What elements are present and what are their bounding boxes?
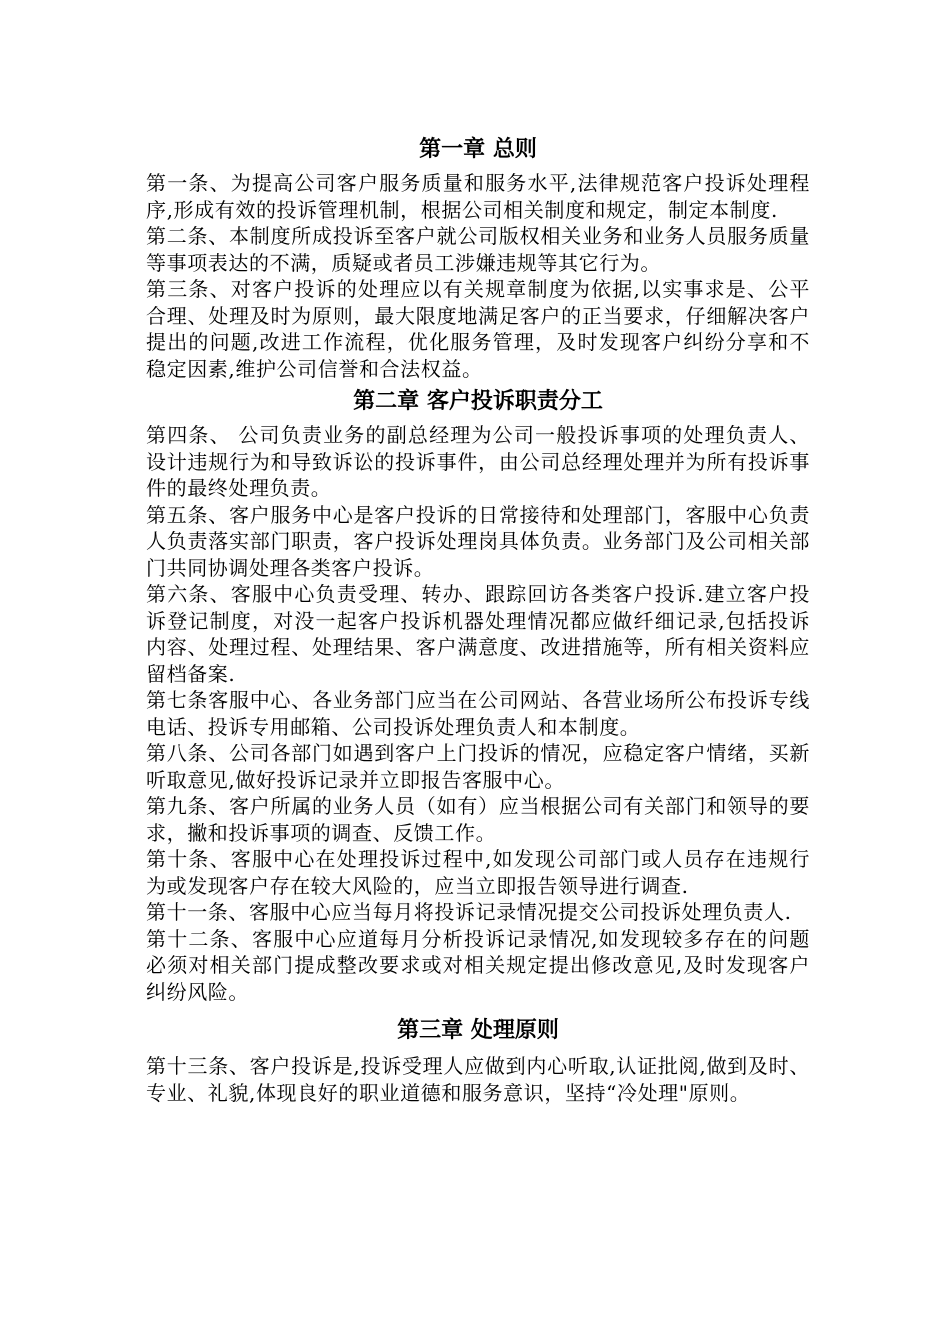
chapter-1-title: 第一章 总则	[419, 137, 537, 162]
article-5: 第五条、客户服务中心是客户投诉的日常接待和处理部门，客服中心负责人负责落实部门职责，客户投诉处理岗具体负责。业务部门及公司相关部门共同协调处理各类客户投诉。	[146, 502, 810, 580]
chapter-3-title: 第三章 处理原则	[397, 1018, 559, 1043]
article-12: 第十二条、客服中心应道每月分析投诉记录情况,如发现较多存在的问题必须对相关部门提成整改要求或对相关规定提出修改意见,及时发现客户纠纷风险。	[146, 926, 810, 1004]
article-9: 第九条、客户所属的业务人员（如有）应当根据公司有关部门和领导的要求，撇和投诉事项的调查、反馈工作。	[146, 794, 810, 845]
article-1: 第一条、为提高公司客户服务质量和服务水平,法律规范客户投诉处理程序,形成有效的投诉管理机制，根据公司相关制度和规定，制定本制度.	[146, 171, 810, 222]
article-4: 第四条、 公司负责业务的副总经理为公司一般投诉事项的处理负责人、设计违规行为和导致诉讼的投诉事件，由公司总经理处理并为所有投诉事件的最终处理负责。	[146, 423, 810, 500]
article-7: 第七条客服中心、各业务部门应当在公司网站、各营业场所公布投诉专线电话、投诉专用邮箱、公司投诉处理负责人和本制度。	[146, 688, 810, 739]
chapter-2-title: 第二章 客户投诉职责分工	[353, 389, 603, 414]
article-6: 第六条、客服中心负责受理、转办、跟踪回访各类客户投诉.建立客户投诉登记制度，对没一起客户投诉机器处理情况都应做纤细记录,包括投诉内容、处理过程、处理结果、客户满意度、改进措施等，所有相关资料应留档备案.	[146, 582, 810, 686]
article-3: 第三条、对客户投诉的处理应以有关规章制度为依据,以实事求是、公平合理、处理及时为原则，最大限度地满足客户的正当要求，仔细解决客户提出的问题,改进工作流程，优化服务管理，及时发现客户纠纷分享和不稳定因素,维护公司信誉和合法权益。	[146, 277, 810, 381]
document-page	[146, 132, 810, 1106]
article-10: 第十条、客服中心在处理投诉过程中,如发现公司部门或人员存在违规行为或发现客户存在较大风险的，应当立即报告领导进行调查.	[146, 847, 810, 898]
article-11: 第十一条、客服中心应当每月将投诉记录情况提交公司投诉处理负责人.	[146, 900, 792, 924]
article-2: 第二条、本制度所成投诉至客户就公司版权相关业务和业务人员服务质量等事项表达的不满，质疑或者员工涉嫌违规等其它行为。	[146, 224, 810, 275]
article-13: 第十三条、客户投诉是,投诉受理人应做到内心听取,认证批阅,做到及时、专业、礼貌,体现良好的职业道德和服务意识，坚持“冷处理"原则。	[146, 1054, 810, 1105]
article-8: 第八条、公司各部门如遇到客户上门投诉的情况，应稳定客户情绪，买新听取意见,做好投诉记录并立即报告客服中心。	[146, 741, 810, 792]
